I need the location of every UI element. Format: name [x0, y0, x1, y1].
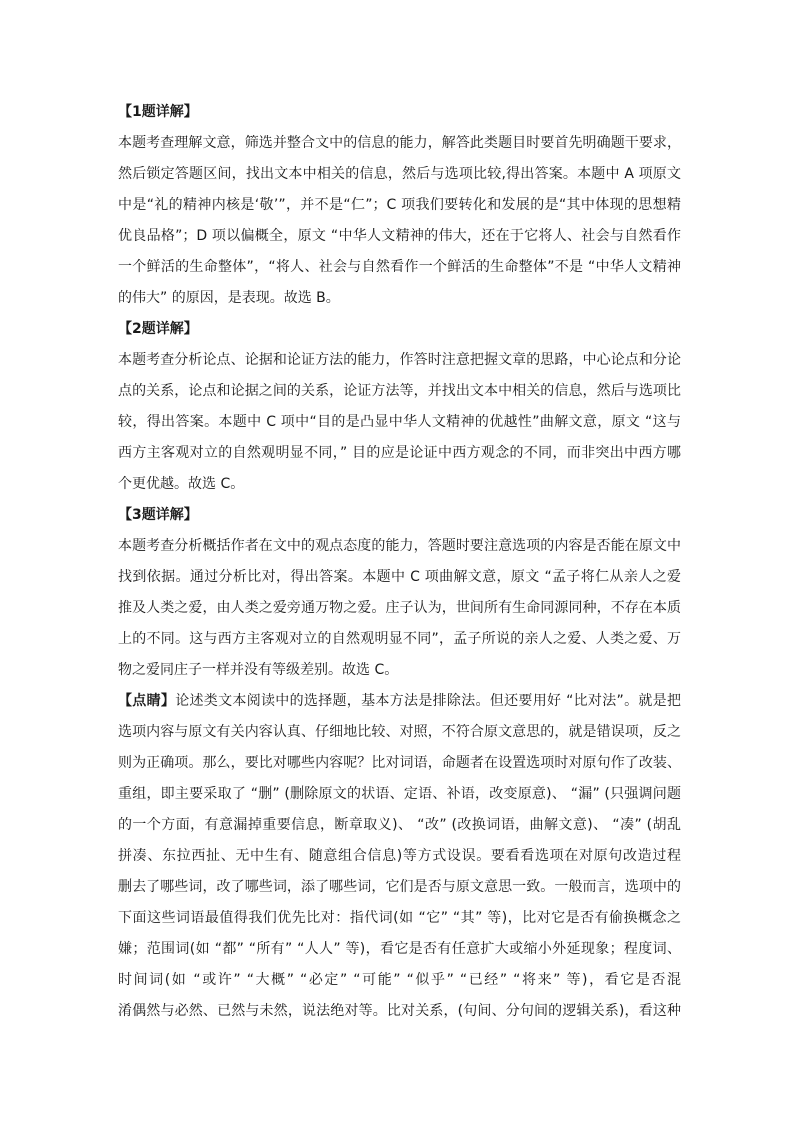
paragraph-line: 重组，即主要采取了 “删” (删除原文的状语、定语、补语，改变原意)、 “漏” (只强调问题: [118, 786, 681, 802]
paragraph-line: 淆偶然与必然、已然与未然，说法绝对等。比对关系，(句间、分句间的逻辑关系)，看这种: [118, 1003, 681, 1019]
paragraph-line: 一个鲜活的生命整体”，“将人、社会与自然看作一个鲜活的生命整体”不是 “中华人文精神: [118, 259, 681, 275]
paragraph-line: 上的不同。这与西方主客观对立的自然观明显不同”，孟子所说的亲人之爱、人类之爱、万: [118, 631, 681, 647]
paragraph-line: 拼凑、东拉西扯、无中生有、随意组合信息)等方式设误。要看看选项在对原句改造过程: [118, 848, 681, 864]
note-first-line: [118, 686, 681, 717]
paragraph-line: 优良品格”；D 项以偏概全，原文 “中华人文精神的伟大，还在于它将人、社会与自然看作: [118, 228, 681, 244]
paragraph-line: 点的关系，论点和论据之间的关系，论证方法等，并找出文本中相关的信息，然后与选项比: [118, 383, 681, 399]
paragraph-line: 然后锁定答题区间，找出文本中相关的信息，然后与选项比较,得出答案。本题中 A 项原文: [118, 166, 681, 182]
section-2: [118, 314, 681, 500]
paragraph-line: 推及人类之爱，由人类之爱旁通万物之爱。庄子认为，世间所有生命同源同种，不存在本质: [118, 600, 681, 616]
paragraph-line: 的一个方面，有意漏掉重要信息，断章取义)、 “改” (改换词语，曲解文意)、 “凑” (胡乱: [118, 817, 681, 833]
section-1-title: 【1题详解】: [118, 104, 198, 120]
paragraph-line: 较，得出答案。本题中 C 项中“目的是凸显中华人文精神的优越性”曲解文意，原文 “这与: [118, 414, 681, 430]
paragraph-line: 找到依据。通过分析比对，得出答案。本题中 C 项曲解文意，原文 “孟子将仁从亲人之爱: [118, 569, 681, 585]
section-2-title: 【2题详解】: [118, 321, 198, 337]
section-1: [118, 97, 681, 314]
note-first-line-text: 论述类文本阅读中的选择题，基本方法是排除法。但还要用好 “比对法”。就是把: [175, 693, 681, 709]
paragraph-line: 时间词(如 “或许” “大概” “必定” “可能” “似乎” “已经” “将来” 等)，看它是否混: [118, 972, 681, 988]
paragraph-line: 下面这些词语最值得我们优先比对：指代词(如 “它” “其” 等)，比对它是否有偷换概念之: [118, 910, 681, 926]
section-3: [118, 500, 681, 686]
note-section: [118, 686, 681, 1027]
paragraph-line: 西方主客观对立的自然观明显不同，” 目的应是论证中西方观念的不同，而非突出中西方哪: [118, 445, 681, 461]
paragraph-line: 则为正确项。那么，要比对哪些内容呢？比对词语，命题者在设置选项时对原句作了改装、: [118, 755, 681, 771]
section-3-title: 【3题详解】: [118, 507, 198, 523]
paragraph-line: 中是“礼的精神内核是‘敬’”，并不是“仁”；C 项我们要转化和发展的是“其中体现的思想精: [118, 197, 681, 213]
note-title: 【点睛】: [118, 693, 176, 709]
paragraph-line: 嫌；范围词(如 “都” “所有” “人人” 等)，看它是否有任意扩大或缩小外延现象；程度词、: [118, 941, 681, 957]
paragraph-line: 删去了哪些词，改了哪些词，添了哪些词，它们是否与原文意思一致。一般而言，选项中的: [118, 879, 681, 895]
paragraph-line: 本题考查分析论点、论据和论证方法的能力，作答时注意把握文章的思路，中心论点和分论: [118, 352, 681, 368]
paragraph-line: 选项内容与原文有关内容认真、仔细地比较、对照，不符合原文意思的，就是错误项，反之: [118, 724, 681, 740]
paragraph-line: 本题考查理解文意，筛选并整合文中的信息的能力，解答此类题目时要首先明确题干要求，: [118, 135, 681, 151]
paragraph-line: 物之爱同庄子一样并没有等级差别。故选 C。: [118, 662, 399, 678]
paragraph-line: 的伟大” 的原因，是表现。故选 B。: [118, 290, 340, 306]
document-body: [118, 97, 681, 1027]
paragraph-line: 本题考查分析概括作者在文中的观点态度的能力，答题时要注意选项的内容是否能在原文中: [118, 538, 681, 554]
paragraph-line: 个更优越。故选 C。: [118, 476, 245, 492]
